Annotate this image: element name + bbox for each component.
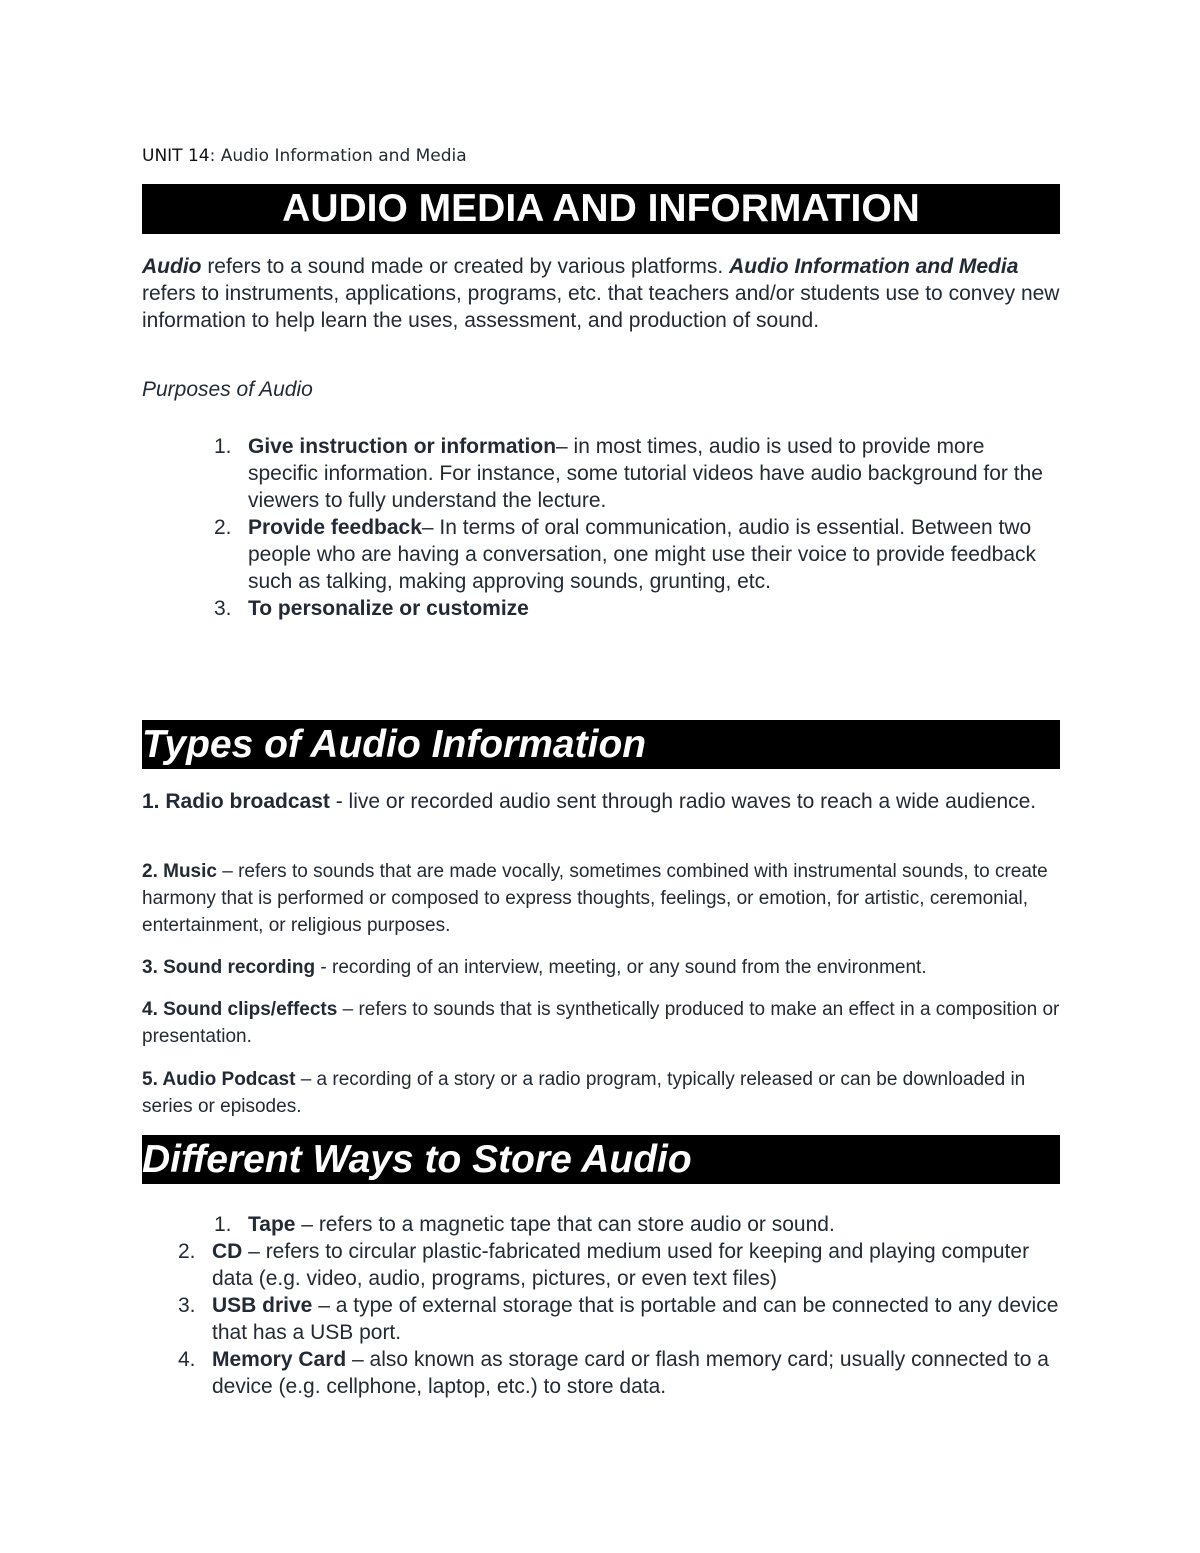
intro-text-1: refers to a sound made or created by various platforms. — [201, 255, 730, 278]
type-title: 3. Sound recording — [142, 957, 316, 978]
purposes-heading — [142, 378, 313, 402]
store-text: – refers to circular plastic-fabricated medium used for keeping and playing computer data (e.g. video, audio, programs, pictures, or even text files) — [212, 1240, 1030, 1290]
store-title: Memory Card — [212, 1348, 347, 1371]
type-title: 4. Sound clips/effects — [142, 999, 338, 1020]
purpose-title: Give instruction or information — [248, 435, 557, 458]
type-item — [142, 996, 1060, 1050]
type-text: – refers to sounds that is synthetically produced to make an effect in a composition or presentation. — [142, 999, 1060, 1047]
purpose-text: – in most times, audio is used to provide more specific information. For instance, some tutorial videos have audio background for the viewers to fully understand the lecture. — [248, 435, 1043, 512]
main-title-banner: AUDIO MEDIA AND INFORMATION — [142, 184, 1060, 234]
store-title-banner: Different Ways to Store Audio — [142, 1135, 1060, 1184]
purpose-number: 2. — [214, 516, 232, 539]
store-title: Tape — [248, 1213, 296, 1236]
type-title: 1. Radio broadcast — [142, 790, 330, 813]
type-item — [142, 1066, 1060, 1120]
store-title: USB drive — [212, 1294, 313, 1317]
unit-prefix: UNIT 14 — [142, 146, 210, 166]
types-title-banner: Types of Audio Information — [142, 720, 1060, 769]
store-list — [178, 1211, 1060, 1400]
purpose-item — [214, 514, 1060, 595]
store-text: – also known as storage card or flash memory card; usually connected to a device (e.g. cellphone, laptop, etc.) to store data. — [212, 1348, 1049, 1398]
purposes-list — [214, 433, 1060, 622]
type-title: 2. Music — [142, 861, 217, 882]
intro-term-audio-info-media: Audio Information and Media — [729, 255, 1019, 278]
store-number: 3. — [178, 1294, 196, 1317]
purpose-number: 3. — [214, 597, 232, 620]
store-item — [178, 1292, 1060, 1346]
store-item — [212, 1211, 1060, 1238]
intro-paragraph — [142, 253, 1060, 334]
purpose-title: Provide feedback — [248, 516, 422, 539]
type-text: - recording of an interview, meeting, or any sound from the environment. — [315, 957, 927, 978]
store-text: – a type of external storage that is portable and can be connected to any device that has a USB port. — [212, 1294, 1059, 1344]
purpose-item — [214, 595, 1060, 622]
store-number: 1. — [214, 1213, 232, 1236]
type-item — [142, 858, 1060, 939]
purposes-heading-text: Purposes of Audio — [142, 378, 313, 401]
type-title: 5. Audio Podcast — [142, 1069, 296, 1090]
store-number: 4. — [178, 1348, 196, 1371]
intro-term-audio: Audio — [142, 255, 202, 278]
type-item — [142, 954, 1060, 981]
purpose-title: To personalize or customize — [248, 597, 529, 620]
unit-line — [142, 146, 467, 166]
type-text: - live or recorded audio sent through radio waves to reach a wide audience. — [329, 790, 1037, 813]
type-text: – refers to sounds that are made vocally, sometimes combined with instrumental sounds, to create harmony that is performed or composed to express thoughts, feelings, or emotion, for artistic, ceremonial, entertainment, or religious purposes. — [142, 861, 1048, 936]
unit-rest: : Audio Information and Media — [209, 146, 467, 166]
purpose-item — [214, 433, 1060, 514]
type-item — [142, 788, 1060, 815]
store-text: – refers to a magnetic tape that can store audio or sound. — [295, 1213, 835, 1236]
store-title: CD — [212, 1240, 243, 1263]
store-item — [178, 1346, 1060, 1400]
store-item — [178, 1238, 1060, 1292]
store-number: 2. — [178, 1240, 196, 1263]
type-text: – a recording of a story or a radio program, typically released or can be downloaded in series or episodes. — [142, 1069, 1026, 1117]
intro-text-2: refers to instruments, applications, programs, etc. that teachers and/or students use to convey new information to help learn the uses, assessment, and production of sound. — [142, 282, 1060, 332]
purpose-text: – In terms of oral communication, audio is essential. Between two people who are having a conversation, one might use their voice to provide feedback such as talking, making approving sounds, grunting, etc. — [248, 516, 1036, 593]
purpose-number: 1. — [214, 435, 232, 458]
